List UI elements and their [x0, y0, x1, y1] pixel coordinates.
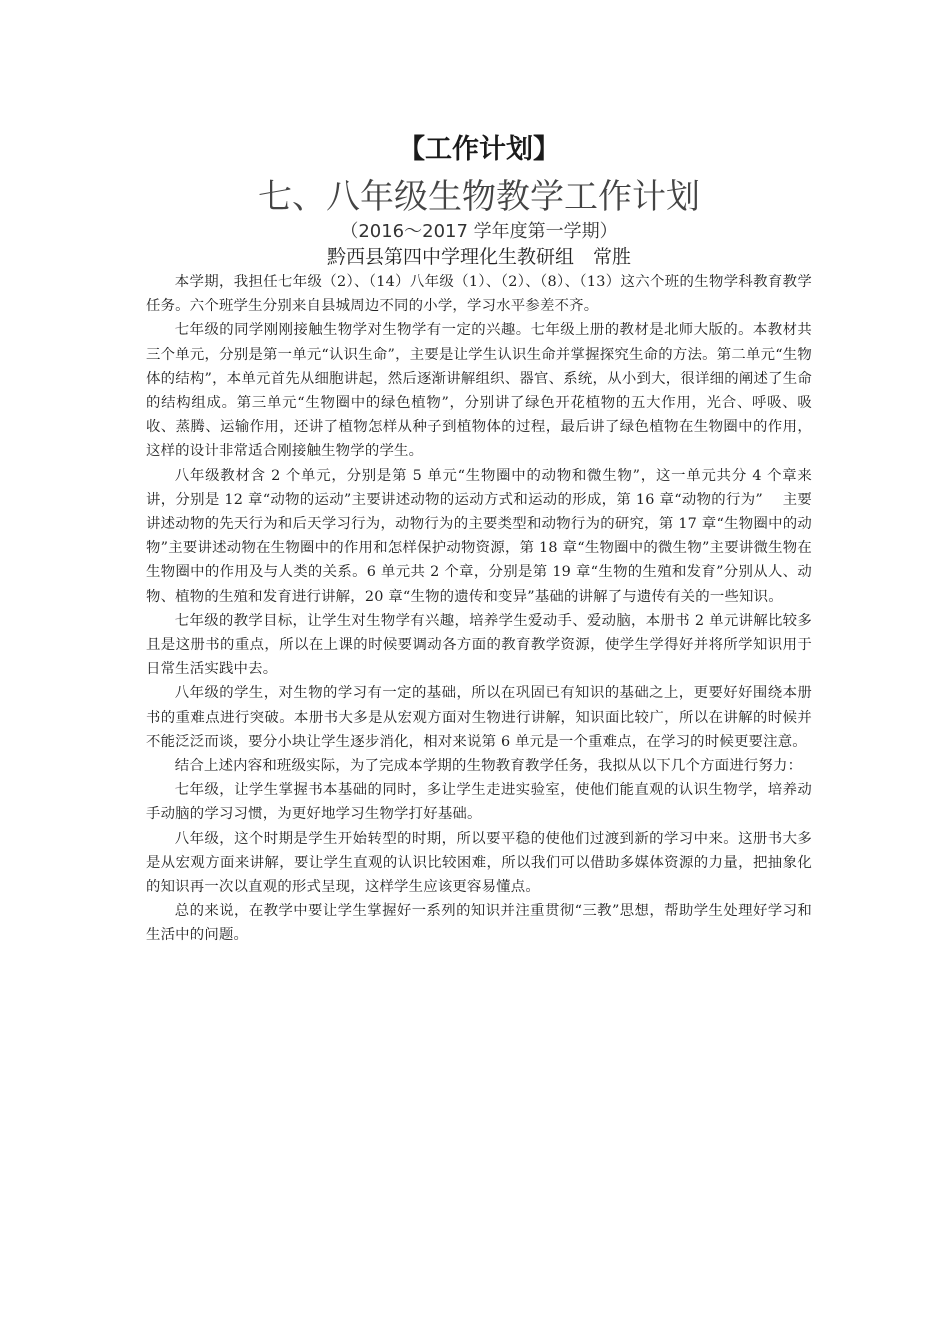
paragraph: 七年级，让学生掌握书本基础的同时，多让学生走进实验室，使他们能直观的认识生物学，培养动手动脑的学习习惯，为更好地学习生物学打好基础。	[146, 782, 812, 823]
school-term: （2016～2017 学年度第一学期）	[340, 221, 618, 242]
paragraph: 七年级的教学目标，让学生对生物学有兴趣，培养学生爱动手、爱动脑，本册书 2 单元讲解比较多且是这册书的重点，所以在上课的时候要调动各方面的教育教学资源，使学生学得好并将所学知识用于日常生活实践中去。	[146, 612, 812, 678]
document-page	[146, 128, 812, 948]
document-body	[146, 270, 812, 948]
paragraph: 本学期，我担任七年级（2）、（14）八年级（1）、（2）、（8）、（13）这六个班的生物学科教育教学任务。六个班学生分别来自县城周边不同的小学，学习水平参差不齐。	[146, 274, 812, 315]
author-line: 黔西县第四中学理化生教研组 常胜	[326, 246, 631, 268]
paragraph: 八年级的学生，对生物的学习有一定的基础，所以在巩固已有知识的基础之上，更要好好围绕本册书的重难点进行突破。本册书大多是从宏观方面对生物进行讲解，知识面比较广，所以在讲解的时候并不能泛泛而谈，要分小块让学生逐步消化，相对来说第 6 单元是一个重难点，在学习的时候更要注意。	[146, 685, 812, 750]
paragraph: 七年级的同学刚刚接触生物学对生物学有一定的兴趣。七年级上册的教材是北师大版的。本教材共三个单元，分别是第一单元“认识生命”，主要是让学生认识生命并掌握探究生命的方法。第二单元“生物体的结构”，本单元首先从细胞讲起，然后逐渐讲解组织、器官、系统，从小到大，很详细的阐述了生命的结构组成。第三单元“生物圈中的绿色植物”，分别讲了绿色开花植物的五大作用，光合、呼吸、吸收、蒸腾、运输作用，还讲了植物怎样从种子到植物体的过程，最后讲了绿色植物在生物圈中的作用，这样的设计非常适合刚接触生物学的学生。	[146, 322, 812, 460]
paragraph: 结合上述内容和班级实际，为了完成本学期的生物教育教学任务，我拟从以下几个方面进行努力：	[174, 758, 803, 775]
document-tag: 【工作计划】	[398, 134, 560, 165]
paragraph: 八年级教材含 2 个单元，分别是第 5 单元“生物圈中的动物和微生物”，这一单元共分 4 个章来讲，分别是 12 章“动物的运动”主要讲述动物的运动方式和运动的形成，第 16 章“动物的行为” 主要讲述动物的先天行为和后天学习行为，动物行为的主要类型和动物行为的研究，第 17 章“生物圈中的动物”主要讲述动物在生物圈中的作用和怎样保护动物资源，第 18 章“生物圈中的微生物”主要讲微生物在生物圈中的作用及与人类的关系。6 单元共 2 个章，分别是第 19 章“生物的生殖和发育”分别从人、动物、植物的生殖和发育进行讲解，20 章“生物的遗传和变异”基础的讲解了与遗传有关的一些知识。	[146, 467, 812, 605]
paragraph: 八年级，这个时期是学生开始转型的时期，所以要平稳的使他们过渡到新的学习中来。这册书大多是从宏观方面来讲解，要让学生直观的认识比较困难，所以我们可以借助多媒体资源的力量，把抽象化的知识再一次以直观的形式呈现，这样学生应该更容易懂点。	[146, 830, 812, 896]
paragraph: 总的来说，在教学中要让学生掌握好一系列的知识并注重贯彻“三教”思想，帮助学生处理好学习和生活中的问题。	[146, 903, 812, 944]
document-title: 七、八年级生物教学工作计划	[258, 177, 700, 217]
